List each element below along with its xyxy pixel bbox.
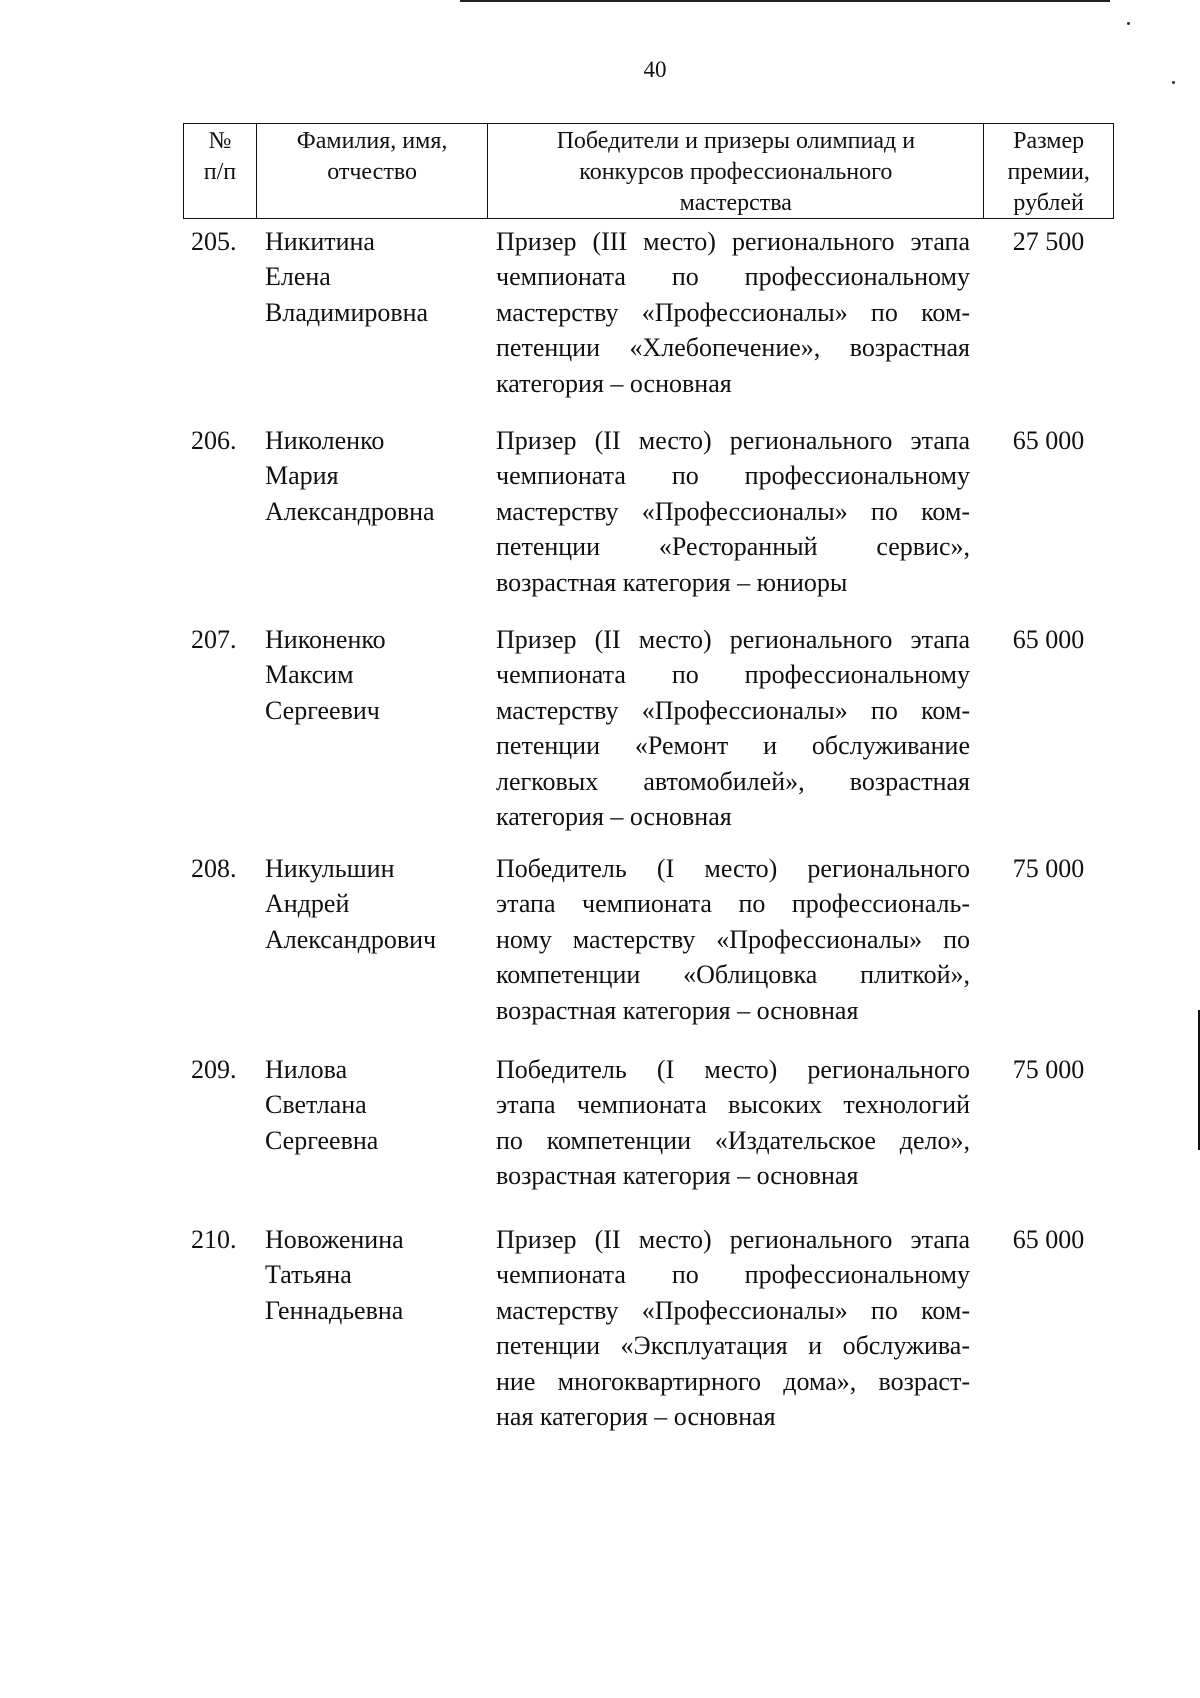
description-line: возрастная категория – основная	[496, 1161, 859, 1191]
row-prize: 65 000	[1012, 625, 1085, 654]
row-description	[496, 851, 970, 1028]
row-number: 207.	[191, 625, 237, 654]
header-name: Фамилия, имя, отчество	[256, 124, 488, 218]
description-line: петенции «Хлебопечение», возрастная	[496, 333, 970, 363]
row-name: Нилова Светлана Сергеевна	[265, 1055, 379, 1155]
description-line: Призер (II место) регионального этапа	[496, 1225, 970, 1254]
description-line: чемпионата по профессиональному	[496, 262, 970, 292]
description-line: легковых автомобилей», возрастная	[496, 766, 970, 796]
description-line: петенции «Ресторанный сервис»,	[496, 532, 970, 562]
description-line: мастерству «Профессионалы» по ком-	[496, 695, 970, 725]
description-line: по компетенции «Издательское дело»,	[496, 1125, 970, 1155]
description-line: Призер (III место) регионального этапа	[496, 227, 970, 256]
description-line: ние многоквартирного дома», возраст-	[496, 1366, 970, 1396]
description-line: категория – основная	[496, 801, 732, 831]
description-line: чемпионата по профессиональному	[496, 660, 970, 690]
row-number: 205.	[191, 227, 237, 256]
row-description	[496, 423, 970, 600]
description-line: петенции «Ремонт и обслуживание	[496, 731, 970, 761]
description-line: чемпионата по профессиональному	[496, 461, 970, 491]
description-line: мастерству «Профессионалы» по ком-	[496, 297, 970, 327]
row-description	[496, 1222, 970, 1434]
row-description	[496, 224, 970, 401]
description-line: возрастная категория – юниоры	[496, 567, 848, 597]
row-name: Николенко Мария Александровна	[265, 426, 435, 526]
header-prize: Размер премии, рублей	[983, 124, 1113, 218]
description-line: категория – основная	[496, 368, 732, 398]
scan-speck	[1127, 22, 1130, 25]
row-prize: 27 500	[1012, 227, 1085, 256]
row-prize: 75 000	[1012, 1055, 1085, 1084]
description-line: петенции «Эксплуатация и обслужива-	[496, 1331, 970, 1361]
description-line: этапа чемпионата высоких технологий	[496, 1090, 970, 1120]
description-line: мастерству «Профессионалы» по ком-	[496, 496, 970, 526]
row-prize: 65 000	[1012, 426, 1085, 455]
row-name: Никитина Елена Владимировна	[265, 227, 429, 327]
header-number: № п/п	[203, 128, 237, 185]
row-name: Новоженина Татьяна Геннадьевна	[265, 1225, 404, 1325]
description-line: компетенции «Облицовка плиткой»,	[496, 960, 970, 990]
description-line: ному мастерству «Профессионалы» по	[496, 924, 970, 954]
description-line: Победитель (I место) регионального	[496, 854, 970, 883]
description-line: этапа чемпионата по профессиональ-	[496, 889, 970, 919]
row-number: 210.	[191, 1225, 237, 1254]
description-line: ная категория – основная	[496, 1401, 776, 1431]
row-description	[496, 622, 970, 834]
page-number: 40	[643, 57, 667, 82]
description-line: Призер (II место) регионального этапа	[496, 625, 970, 654]
table-header	[183, 123, 1114, 219]
row-description	[496, 1052, 970, 1194]
description-line: Призер (II место) регионального этапа	[496, 426, 970, 455]
description-line: мастерству «Профессионалы» по ком-	[496, 1295, 970, 1325]
description-line: Победитель (I место) регионального	[496, 1055, 970, 1084]
description-line: возрастная категория – основная	[496, 995, 859, 1025]
row-name: Никоненко Максим Сергеевич	[265, 625, 386, 725]
header-description: Победители и призеры олимпиад и конкурсов профессионального мастерства	[487, 124, 983, 218]
description-line: чемпионата по профессиональному	[496, 1260, 970, 1290]
row-prize: 75 000	[1012, 854, 1085, 883]
row-number: 208.	[191, 854, 237, 883]
scan-top-rule	[460, 0, 1110, 2]
row-number: 206.	[191, 426, 237, 455]
row-number: 209.	[191, 1055, 237, 1084]
row-prize: 65 000	[1012, 1225, 1085, 1254]
row-name: Никульшин Андрей Александрович	[265, 854, 437, 954]
